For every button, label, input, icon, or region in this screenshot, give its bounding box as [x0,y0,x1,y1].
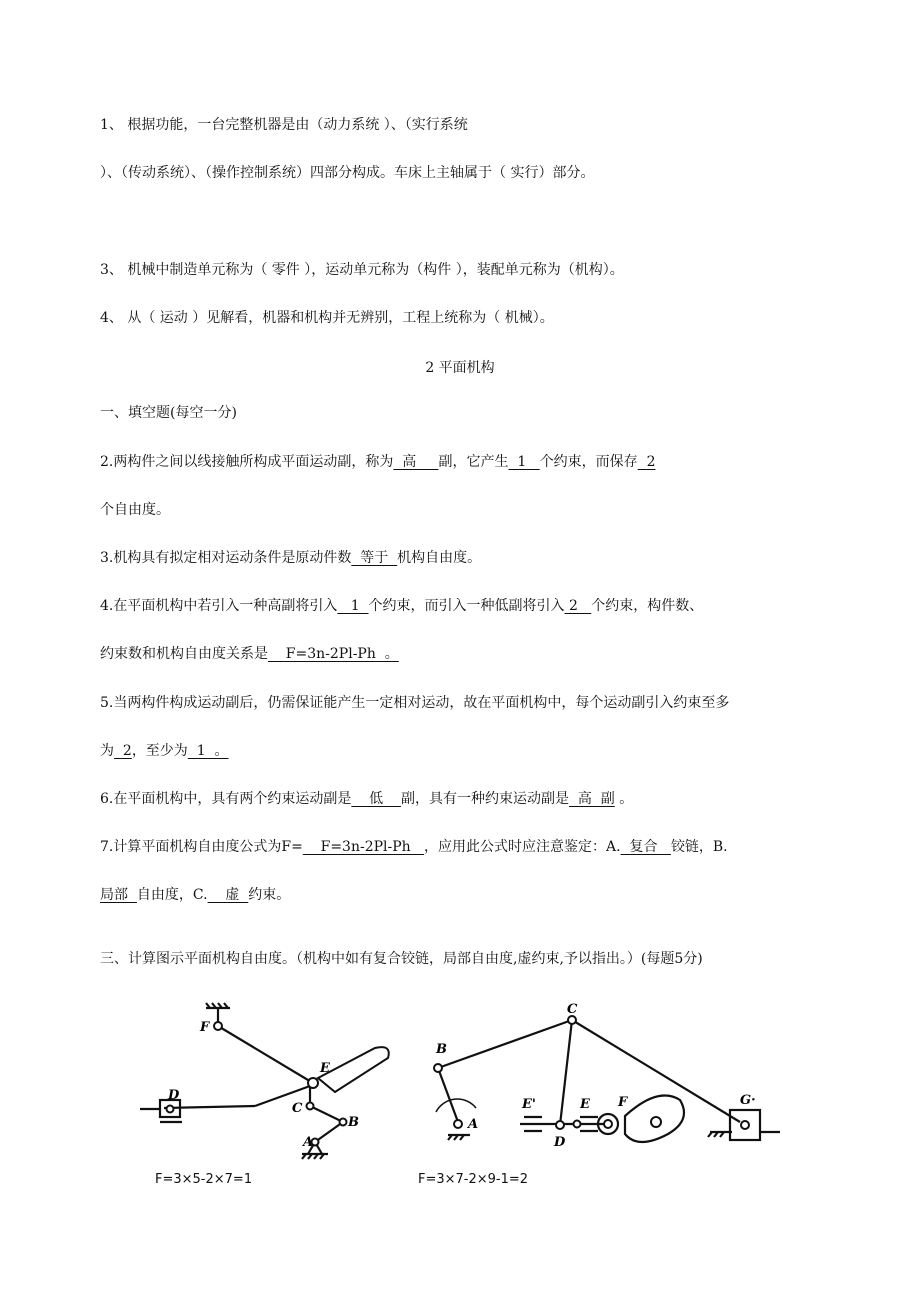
q4-text-1: 4.在平面机构中若引入一种高副将引入 [100,598,338,614]
mechanism-figure-2 [420,1000,790,1170]
q7-text-2: ，应用此公式时应注意鉴定：A. [424,839,621,855]
item-3: 3、 机械中制造单元称为（ 零件 ），运动单元称为（构件 ），装配单元称为（机构）。 [100,262,624,278]
q6-text-3: 。 [614,791,634,807]
q7-answer-4: 虚 [207,887,249,903]
label-D2: D [554,1135,566,1150]
formula-2: F=3×7-2×9-1=2 [418,1172,529,1187]
q7-text-5: 约束。 [248,887,291,903]
item-4: 4、 从（ 运动 ）见解看，机器和机构并无辨别，工程上统称为（ 机械）。 [100,310,554,326]
item-1-line-a: 1、 根据功能，一台完整机器是由（动力系统 ）、（实行系统 [100,117,468,133]
question-5-cont [100,742,229,760]
label-C2: C [567,1002,578,1017]
question-4-cont [100,645,399,663]
label-B: B [348,1115,359,1130]
q7-answer-3: 局部 [100,887,137,903]
label-C: C [292,1101,303,1116]
label-E2: E [580,1097,590,1112]
question-3 [100,549,481,567]
q6-answer-1: 低 [351,791,401,807]
q2-text-3: 个约束，而保存 [539,454,638,470]
q4-answer-1: 1 [337,598,369,614]
q4-text-4: 约束数和机构自由度关系是 [100,646,268,662]
section-title: 2 平面机构 [425,360,495,376]
q3-text-1: 3.机构具有拟定相对运动条件是原动件数 [100,550,352,566]
q5-text-3: ，至少为 [131,743,188,759]
label-F2: F [618,1095,628,1110]
q5-answer-1: 2 [114,743,132,759]
q2-answer-1: 高 [393,454,439,470]
q4-answer-3: F=3n-2Pl-Ph 。 [268,646,399,662]
q2-answer-3: 2 [637,454,656,470]
item-1-line-b: ）、（传动系统）、（操作控制系统）四部分构成。车床上主轴属于（ 实行）部分。 [100,165,595,181]
label-E-prime: E' [522,1097,536,1112]
label-E: E [320,1061,330,1076]
q6-answer-2: 高 副 [568,791,615,807]
fill-heading: 一、填空题(每空一分) [100,405,237,421]
q7-answer-2: 复合 [620,839,671,855]
question-7-cont [100,886,290,904]
formula-1: F=3×5-2×7=1 [155,1172,253,1187]
question-4 [100,597,703,615]
q7-text-1: 7.计算平面机构自由度公式为F= [100,839,303,855]
label-D: D [168,1088,180,1103]
q2-answer-2: 1 [508,454,540,470]
label-G2: G· [740,1093,756,1108]
label-B2: B [436,1042,447,1057]
calc-heading: 三、计算图示平面机构自由度。（机构中如有复合铰链，局部自由度,虚约束,予以指出。）(每题5分) [100,951,703,967]
q3-text-2: 机构自由度。 [397,550,482,566]
question-6 [100,790,633,808]
q6-text-2: 副，具有一种约束运动副是 [400,791,569,807]
q7-text-4: 自由度，C. [136,887,208,903]
question-2-cont: 个自由度。 [100,502,170,518]
label-A: A [303,1135,314,1150]
q4-text-3: 个约束，构件数、 [591,598,704,614]
q5-text-2: 为 [100,743,114,759]
q5-answer-2: 1 。 [187,743,229,759]
q4-text-2: 个约束，而引入一种低副将引入 [368,598,565,614]
q4-answer-2: 2 [564,598,592,614]
q6-text-1: 6.在平面机构中，具有两个约束运动副是 [100,791,352,807]
q3-answer-1: 等于 [351,550,398,566]
question-5: 5.当两构件构成运动副后，仍需保证能产生一定相对运动，故在平面机构中，每个运动副引入约束至多 [100,695,730,711]
q7-answer-1: F=3n-2Pl-Ph [302,839,425,855]
q2-text-2: 副，它产生 [438,454,509,470]
question-2 [100,453,656,471]
q2-text-1: 2.两构件之间以线接触所构成平面运动副，称为 [100,454,394,470]
mechanism-figure-1 [130,1000,400,1170]
label-A2: A [468,1117,479,1132]
label-F: F [200,1020,210,1035]
question-7 [100,838,728,856]
q7-text-3: 铰链，B. [670,839,728,855]
